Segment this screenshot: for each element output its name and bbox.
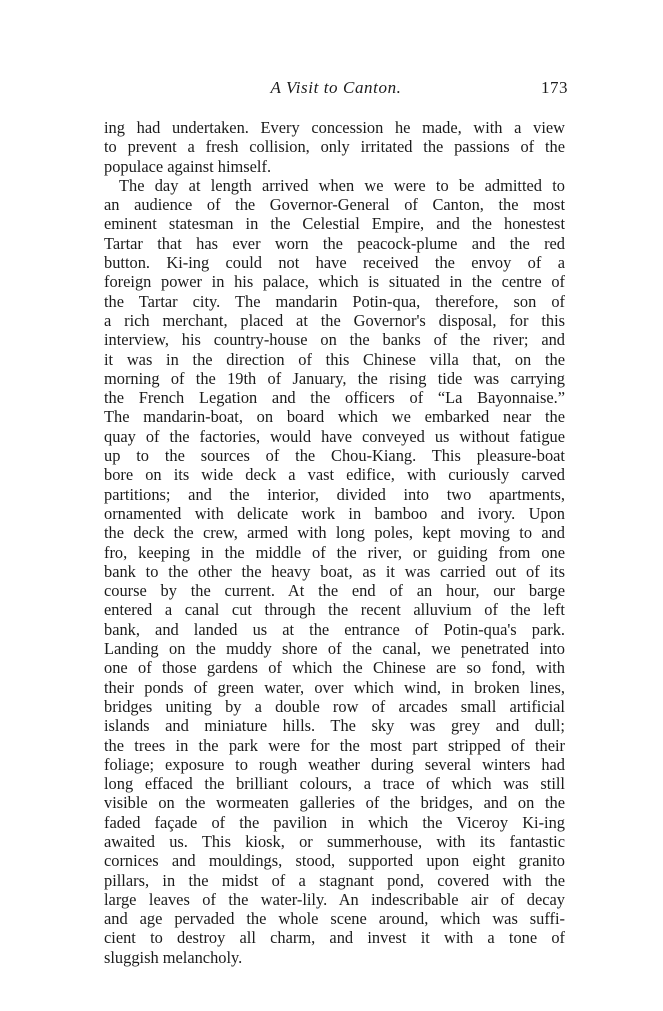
text-line: awaited us. This kiosk, or summerhouse, with its fantastic <box>104 831 565 851</box>
text-line: button. Ki-ing could not have received the envoy of a <box>104 253 565 273</box>
text-line: partitions; and the interior, divided into two apartments, <box>104 484 565 504</box>
text-line: visible on the wormeaten galleries of the bridges, and on the <box>104 793 565 813</box>
text-line: one of those gardens of which the Chinese are so fond, with <box>104 658 565 678</box>
text-line: the French Legation and the officers of “La Bayonnaise.” <box>104 388 565 408</box>
text-line: cient to destroy all charm, and invest it with a tone of <box>104 928 565 948</box>
text-line: faded façade of the pavilion in which the Viceroy Ki-ing <box>104 812 565 832</box>
text-line: the deck the crew, armed with long poles, kept moving to and <box>104 523 565 543</box>
text-line: pillars, in the midst of a stagnant pond, covered with the <box>104 870 565 890</box>
text-line: a rich merchant, placed at the Governor's disposal, for this <box>104 310 565 330</box>
text-line: The mandarin-boat, on board which we embarked near the <box>104 407 565 427</box>
text-line: ing had undertaken. Every concession he made, with a view <box>104 118 565 137</box>
text-line: Tartar that has ever worn the peacock-plume and the red <box>104 233 565 253</box>
text-line: interview, his country-house on the banks of the river; and <box>104 330 565 350</box>
text-line: fro, keeping in the middle of the river, or guiding from one <box>104 542 565 562</box>
text-line: bridges uniting by a double row of arcades small artificial <box>104 696 565 716</box>
text-line: foreign power in his palace, which is situated in the centre of <box>104 272 565 292</box>
text-line: and age pervaded the whole scene around, which was suffi- <box>104 909 565 929</box>
text-line: cornices and mouldings, stood, supported upon eight granito <box>104 851 565 871</box>
text-line: eminent statesman in the Celestial Empire, and the honestest <box>104 214 565 234</box>
text-line: islands and miniature hills. The sky was grey and dull; <box>104 716 565 736</box>
text-line: bore on its wide deck a vast edifice, with curiously carved <box>104 465 565 485</box>
text-line: large leaves of the water-lily. An indescribable air of decay <box>104 889 565 909</box>
text-line: an audience of the Governor-General of Canton, the most <box>104 195 565 215</box>
text-line: their ponds of green water, over which wind, in broken lines, <box>104 677 565 697</box>
text-line: sluggish melancholy. <box>104 947 243 967</box>
text-line: long effaced the brilliant colours, a trace of which was still <box>104 774 565 794</box>
text-line: up to the sources of the Chou-Kiang. This pleasure-boat <box>104 446 565 466</box>
text-line: populace against himself. <box>104 156 272 176</box>
text-line: to prevent a fresh collision, only irritated the passions of the <box>104 137 565 157</box>
text-line: it was in the direction of this Chinese villa that, on the <box>104 349 565 369</box>
text-line: ornamented with delicate work in bamboo and ivory. Upon <box>104 503 565 523</box>
text-line: bank, and landed us at the entrance of Potin-qua's park. <box>104 619 565 639</box>
text-line: course by the current. At the end of an hour, our barge <box>104 581 565 601</box>
text-line: Landing on the muddy shore of the canal, we penetrated into <box>104 639 565 659</box>
running-head <box>104 78 568 102</box>
text-line: bank to the other the heavy boat, as it was carried out of its <box>104 561 565 581</box>
body-text <box>104 118 565 967</box>
text-line: foliage; exposure to rough weather during several winters had <box>104 754 565 774</box>
text-line: quay of the factories, would have conveyed us without fatigue <box>104 426 565 446</box>
running-title: A Visit to Canton. <box>270 78 402 97</box>
text-line: The day at length arrived when we were to be admitted to <box>119 175 565 195</box>
text-line: morning of the 19th of January, the rising tide was carrying <box>104 368 565 388</box>
text-line: entered a canal cut through the recent alluvium of the left <box>104 600 565 620</box>
text-line: the Tartar city. The mandarin Potin-qua, therefore, son of <box>104 291 565 311</box>
text-line: the trees in the park were for the most part stripped of their <box>104 735 565 755</box>
page-number: 173 <box>541 78 568 97</box>
